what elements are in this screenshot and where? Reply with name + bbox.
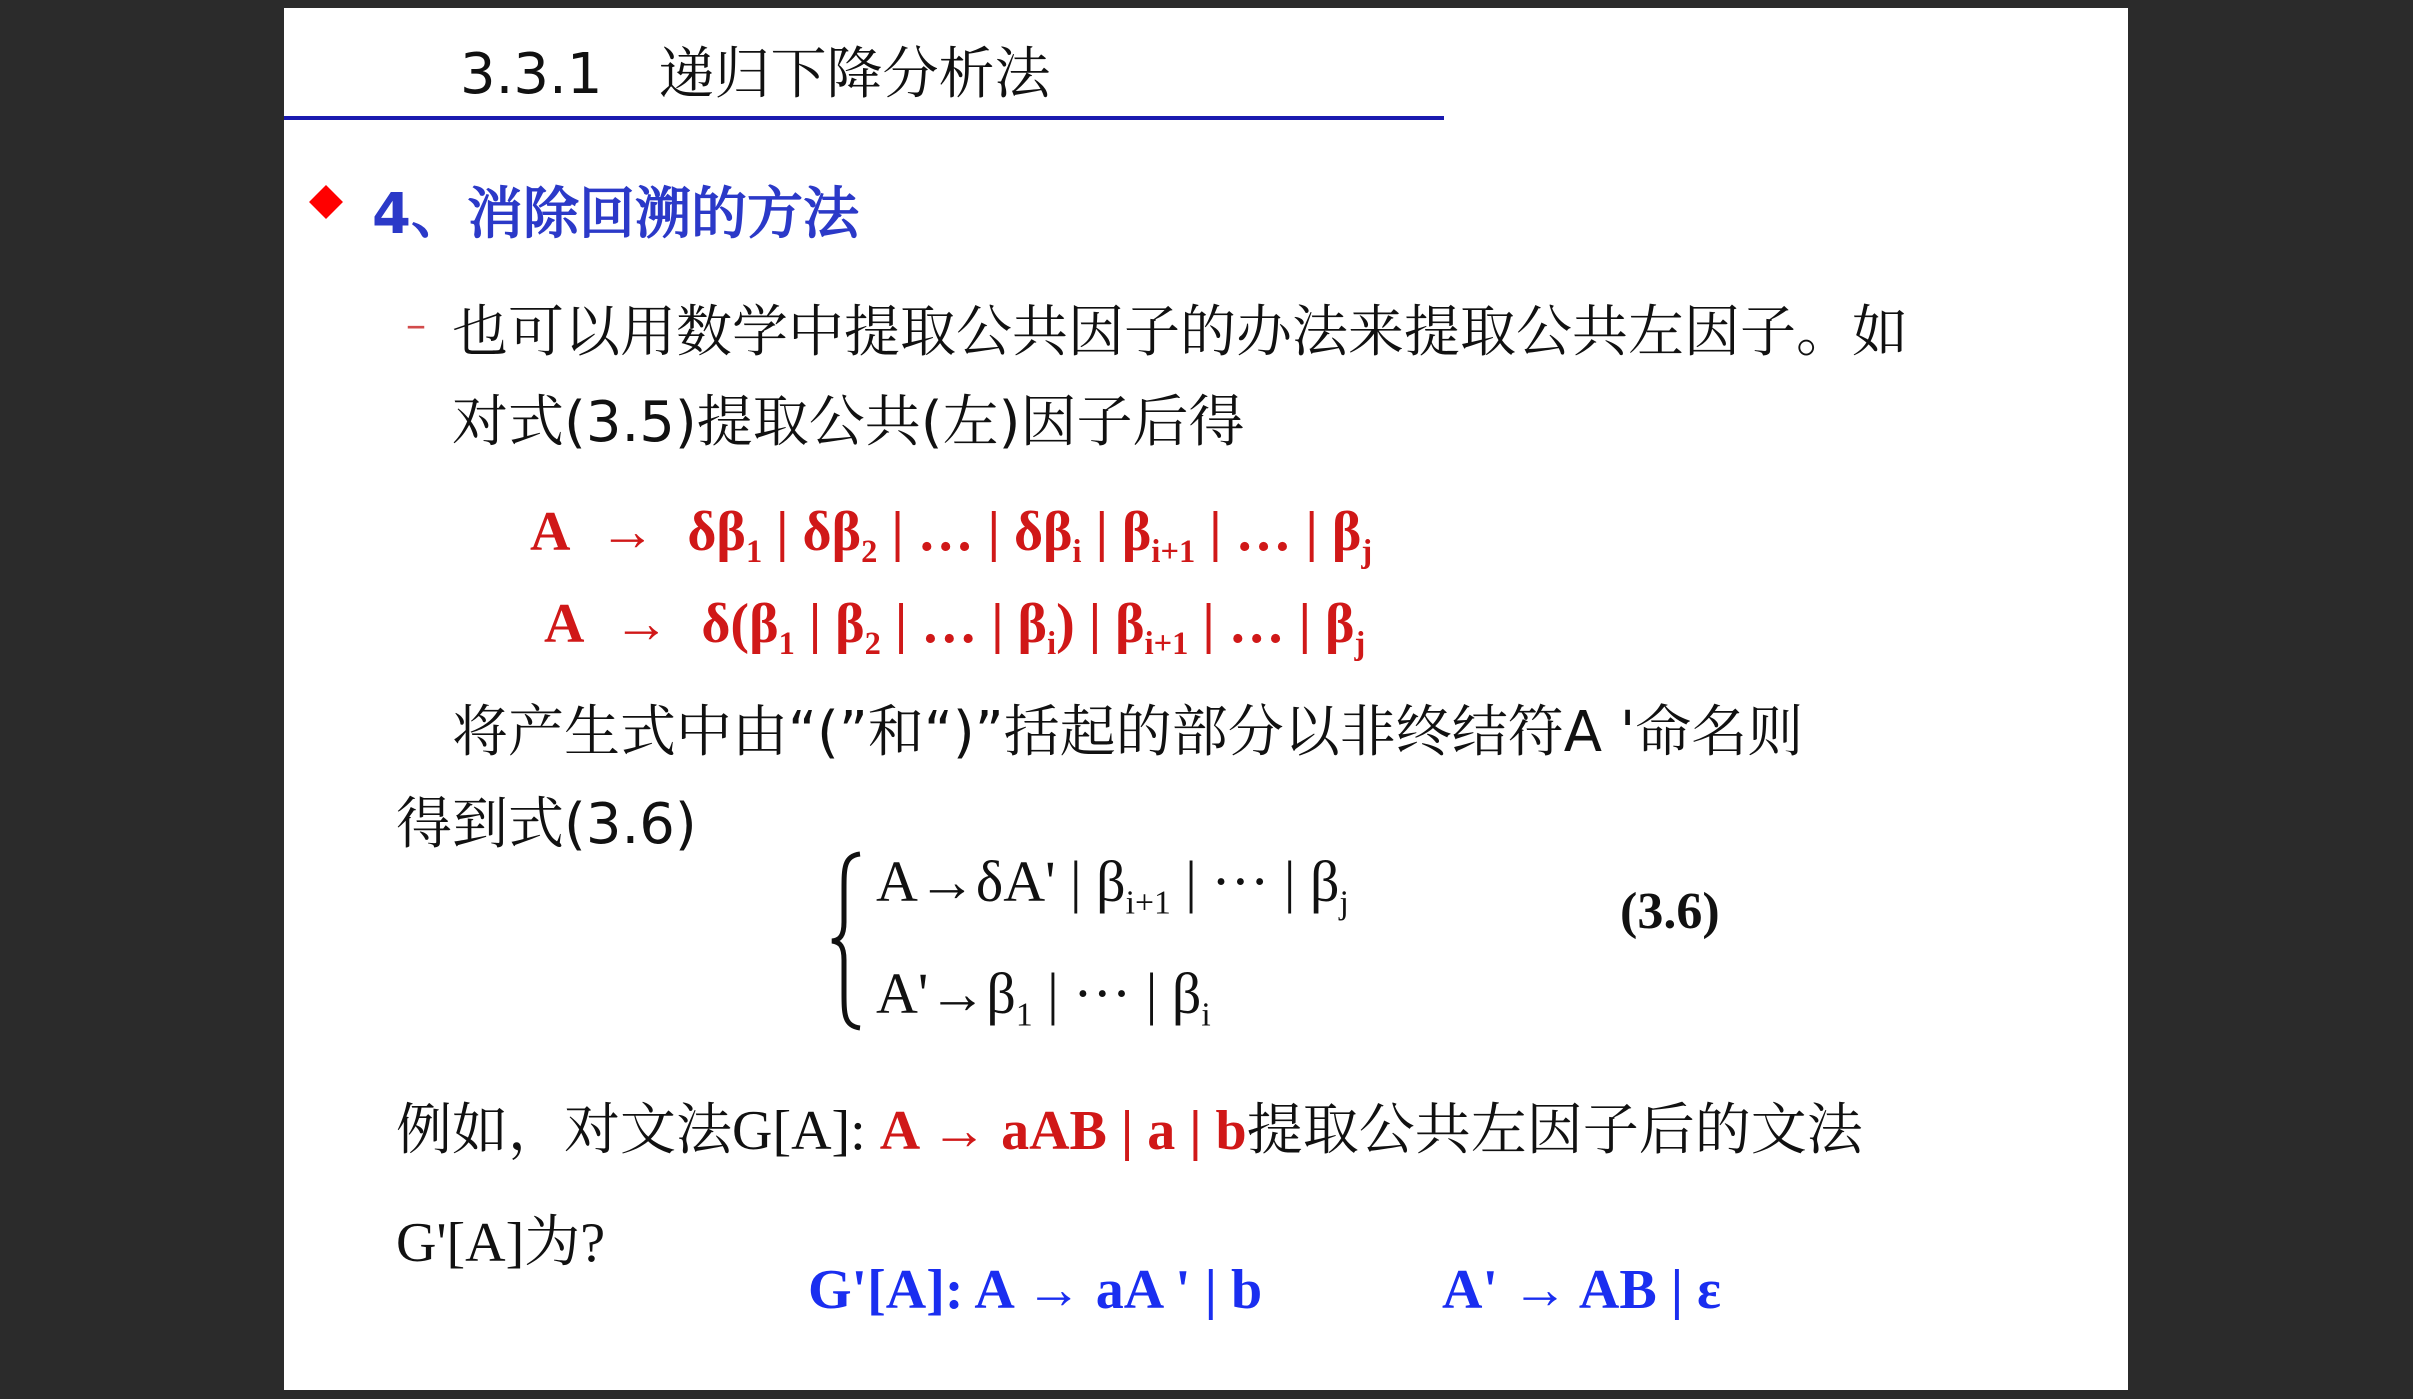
arrow-icon: →	[613, 593, 670, 655]
formula-lhs: A	[544, 593, 582, 655]
formula-term: | … | β	[880, 593, 1048, 655]
formula-subscript: i	[1047, 626, 1057, 663]
dash-bullet-icon: –	[406, 302, 426, 348]
slide	[284, 8, 2128, 1390]
system-row-1	[876, 848, 1349, 923]
example-suffix: 提取公共左因子后的文法	[1246, 1098, 1863, 1163]
formula-subscript: i	[1072, 534, 1082, 571]
section-heading: 4、消除回溯的方法	[372, 182, 859, 247]
diamond-bullet-icon	[309, 185, 343, 219]
system-subscript: j	[1339, 884, 1349, 922]
formula-subscript: j	[1361, 534, 1373, 571]
system-row-2	[876, 960, 1211, 1035]
example-question: G'[A]为?	[396, 1212, 606, 1274]
formula-subscript: 2	[864, 626, 881, 663]
formula-term: | … | β	[1188, 593, 1355, 655]
answer-part-1: G'[A]: A → aA ' | b	[808, 1259, 1263, 1321]
paragraph-line: 得到式(3.6)	[396, 792, 697, 857]
formula-term: δ(β	[701, 593, 779, 655]
header-divider	[284, 116, 1444, 120]
formula-term: | β	[1081, 501, 1152, 563]
example-line	[396, 1198, 605, 1278]
page-title: 3.3.1 递归下降分析法	[460, 42, 1051, 107]
example-prefix: 例如，对文法	[396, 1098, 732, 1163]
paragraph-line: 也可以用数学中提取公共因子的办法来提取公共左因子。如	[452, 300, 1908, 365]
formula-subscript: j	[1354, 626, 1366, 663]
formula-subscript: 1	[745, 534, 763, 571]
system-subscript: i+1	[1125, 884, 1171, 922]
answer-part-2: A' → AB | ε	[1442, 1259, 1721, 1321]
formula-subscript: i+1	[1151, 534, 1196, 571]
arrow-icon: →	[599, 501, 656, 563]
equation-number: (3.6)	[1620, 883, 1720, 940]
formula-subscript: 2	[861, 534, 878, 571]
paragraph-line: 对式(3.5)提取公共(左)因子后得	[452, 390, 1245, 455]
formula-term: | δβ	[762, 501, 862, 563]
system-term: A→δA' | β	[876, 849, 1126, 914]
formula-original	[530, 500, 1372, 571]
formula-term: | … | β	[1195, 501, 1362, 563]
system-subscript: 1	[1015, 996, 1033, 1034]
formula-term: δβ	[687, 501, 746, 563]
left-brace-icon	[830, 850, 866, 1032]
formula-term: | … | δβ	[877, 501, 1073, 563]
system-term: | ··· | β	[1032, 961, 1202, 1026]
formula-subscript: i+1	[1144, 626, 1189, 663]
formula-subscript: 1	[778, 626, 795, 663]
example-grammar: G[A]:	[732, 1100, 880, 1162]
system-term: A'→β	[876, 961, 1016, 1026]
formula-factored	[544, 592, 1365, 663]
formula-lhs: A	[530, 501, 568, 563]
formula-term: | β	[794, 593, 865, 655]
formula-term: ) | β	[1056, 593, 1145, 655]
system-subscript: i	[1201, 996, 1211, 1034]
system-term: | ··· | β	[1170, 849, 1340, 914]
example-rule: A → aAB | a | b	[879, 1100, 1247, 1162]
example-line	[396, 1086, 1863, 1166]
paragraph-line: 将产生式中由“(”和“)”括起的部分以非终结符A '命名则	[452, 700, 1804, 765]
